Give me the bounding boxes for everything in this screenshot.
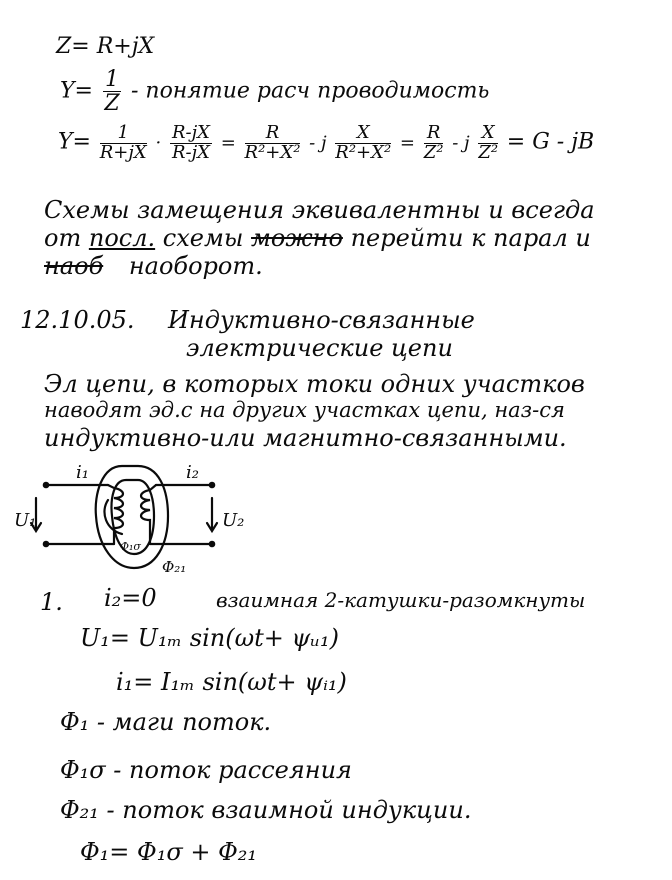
label-phi21: Φ₂₁: [162, 558, 187, 576]
equation-i1: i₁= I₁ₘ sin(ωt+ ψᵢ₁): [116, 668, 347, 696]
fraction-numerator: R: [245, 124, 301, 144]
fraction-numerator: 1: [104, 67, 119, 92]
terminal-bottom-left: [43, 541, 50, 548]
fraction-numerator: X: [335, 124, 391, 144]
terminal-top-right: [209, 482, 216, 489]
lecture-date: 12.10.05.: [20, 306, 135, 334]
equation-admittance-definition: [60, 68, 489, 115]
equals-sign: =: [220, 132, 236, 154]
derivation-result: = G - jB: [506, 129, 595, 155]
equivalence-note-line-1: Схемы замещения эквивалентны и всегда: [44, 196, 595, 224]
fraction-1-over-r-jx: [100, 124, 147, 163]
fraction-denominator: Z²: [478, 141, 499, 163]
fraction-1-over-z: [103, 68, 121, 115]
fraction-denominator: R²+X²: [244, 141, 301, 163]
terminal-bottom-right: [209, 541, 216, 548]
definition-line-2: наводят эд.с на других участках цепи, наз-ся: [44, 398, 565, 422]
equivalence-note-line-3: [44, 252, 263, 280]
fraction-numerator: X: [478, 124, 498, 144]
section-heading-line-2: электрические цепи: [186, 334, 453, 362]
fraction-denominator: R-jX: [171, 141, 210, 163]
text-fragment: схемы: [162, 224, 244, 252]
flux-phi1-definition: Φ₁ - маги поток.: [60, 708, 272, 736]
admittance-note: - понятие расч проводимость: [130, 78, 490, 104]
item-text: взаимная 2-катушки-разомкнуты: [216, 588, 586, 612]
fraction-x-over-z2: [478, 124, 498, 163]
fraction-denominator: Z: [104, 91, 120, 117]
fraction-denominator: R²+X²: [335, 141, 392, 163]
equation-u1: U₁= U₁ₘ sin(ωt+ ψᵤ₁): [80, 624, 339, 652]
equation-impedance-text: Z= R+jX: [56, 34, 155, 59]
equation-admittance-derivation: [58, 124, 594, 163]
definition-line-1: Эл цепи, в которых токи одних участков: [44, 370, 585, 398]
label-u2: U₂: [222, 510, 245, 531]
label-phi1s: Φ₁σ: [120, 540, 141, 553]
text-fragment-struck: наоб: [44, 252, 104, 280]
text-fragment: наоборот.: [128, 252, 263, 280]
fraction-numerator: 1: [100, 124, 147, 144]
item-condition: i₂=0: [104, 584, 157, 612]
text-fragment: перейти к парал и: [350, 224, 591, 252]
multiply-dot: ·: [155, 132, 162, 154]
text-fragment-underlined: посл.: [88, 224, 156, 252]
flux-phi21-definition: Φ₂₁ - поток взаимной индукции.: [60, 796, 472, 824]
item-number: 1.: [40, 588, 63, 616]
fraction-r-over-z2: [424, 124, 444, 163]
minus-j: - j: [309, 132, 327, 154]
fraction-numerator: R: [424, 124, 444, 144]
label-i2: i₂: [186, 462, 199, 483]
definition-line-3: индуктивно-или магнитно-связанными.: [44, 424, 567, 452]
fraction-denominator: R+jX: [99, 141, 147, 163]
minus-j: - j: [452, 132, 470, 154]
admittance-lhs: Y=: [60, 78, 93, 104]
equivalence-note-line-2: [44, 224, 591, 252]
text-fragment-struck: можно: [251, 224, 343, 252]
derivation-lhs: Y=: [58, 129, 91, 155]
equals-sign: =: [399, 132, 415, 154]
coupled-coils-diagram: [10, 454, 270, 582]
label-u1: U₁: [14, 510, 37, 531]
section-heading-line-1: Индуктивно-связанные: [168, 306, 475, 334]
label-i1: i₁: [76, 462, 89, 483]
text-fragment: от: [44, 224, 82, 252]
fraction-x-over-sum: [335, 124, 391, 163]
flux-sum-equation: Φ₁= Φ₁σ + Φ₂₁: [80, 838, 257, 866]
fraction-denominator: Z²: [423, 141, 444, 163]
flux-phi1s-definition: Φ₁σ - поток рассеяния: [60, 756, 352, 784]
fraction-conjugate: [170, 124, 212, 163]
equation-impedance: [56, 34, 154, 59]
fraction-r-over-sum: [245, 124, 301, 163]
terminal-top-left: [43, 482, 50, 489]
fraction-numerator: R-jX: [171, 122, 210, 143]
